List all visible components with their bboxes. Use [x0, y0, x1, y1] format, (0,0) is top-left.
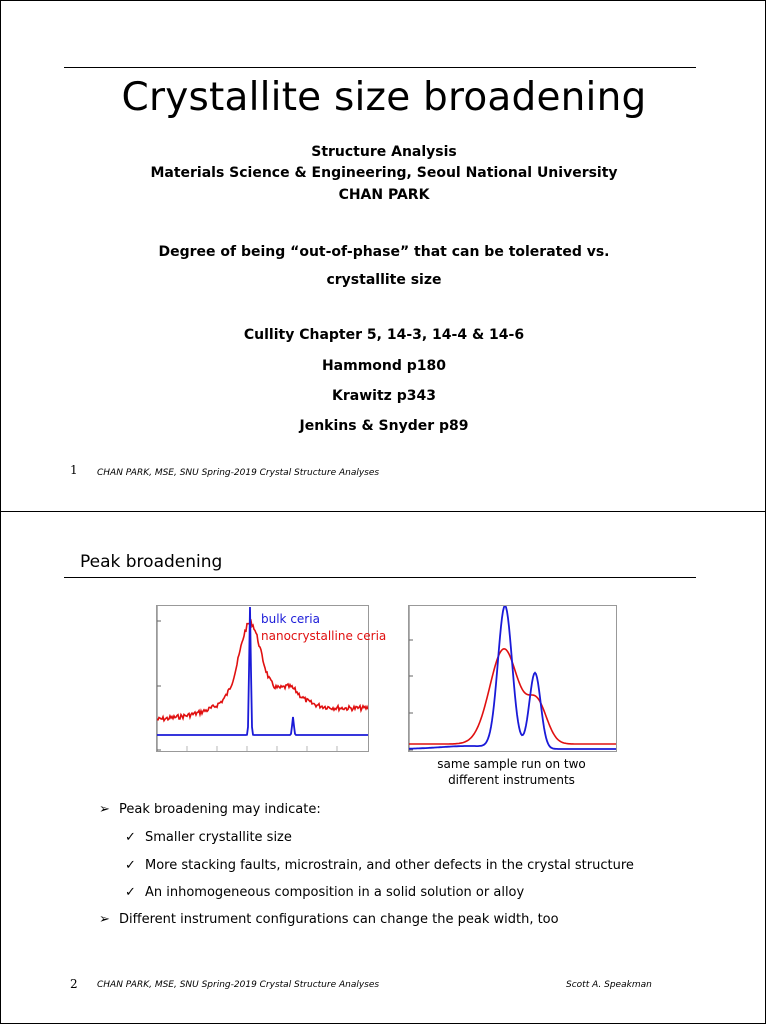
- slide-footer: CHAN PARK, MSE, SNU Spring-2019 Crystal Structure Analyses: [97, 980, 380, 990]
- checkmark-icon: ✓: [125, 830, 136, 845]
- reference-line: Krawitz p343: [332, 388, 436, 404]
- bullet-text: Different instrument configurations can change the peak width, too: [119, 912, 559, 927]
- author-name: CHAN PARK: [338, 187, 430, 203]
- reference-line: Jenkins & Snyder p89: [299, 418, 469, 434]
- title-rule: [64, 67, 696, 68]
- department-name: Materials Science & Engineering, Seoul National University: [150, 165, 618, 181]
- bullet-item: [125, 885, 524, 900]
- instrument-comparison-svg: [409, 606, 616, 751]
- ceria-xrd-svg: [157, 606, 368, 751]
- slide-footer: CHAN PARK, MSE, SNU Spring-2019 Crystal Structure Analyses: [97, 468, 380, 478]
- bullet-item: [99, 912, 559, 927]
- title-rule: [64, 577, 696, 578]
- description-line-2: crystallite size: [326, 272, 442, 288]
- slide-2: [0, 511, 766, 1024]
- checkmark-icon: ✓: [125, 858, 136, 873]
- bullet-text: An inhomogeneous composition in a solid solution or alloy: [145, 885, 525, 900]
- slide-title: Peak broadening: [80, 552, 223, 572]
- checkmark-icon: ✓: [125, 885, 136, 900]
- credit-text: Scott A. Speakman: [566, 980, 652, 990]
- page-number: 1: [70, 463, 78, 477]
- reference-line: Cullity Chapter 5, 14-3, 14-4 & 14-6: [243, 327, 525, 343]
- bullet-text: Peak broadening may indicate:: [119, 802, 321, 817]
- course-name: Structure Analysis: [311, 144, 457, 160]
- ceria-xrd-plot: [156, 605, 387, 752]
- legend-nano: nanocrystalline ceria: [261, 629, 387, 643]
- bullet-item: [125, 858, 634, 873]
- bullet-item: [99, 802, 321, 817]
- bulk-ceria-curve: [157, 607, 368, 735]
- caption-line-1: same sample run on two: [437, 757, 586, 771]
- slide-title: Crystallite size broadening: [121, 75, 647, 120]
- slide-1: [0, 0, 766, 512]
- bullet-text: Smaller crystallite size: [145, 830, 292, 845]
- caption-line-2: different instruments: [448, 773, 575, 787]
- description-line-1: Degree of being “out-of-phase” that can be tolerated vs.: [158, 244, 610, 260]
- plot-caption: [408, 756, 615, 788]
- bullet-item: [125, 830, 292, 845]
- instrument-blue-curve: [409, 606, 616, 749]
- reference-line: Hammond p180: [321, 358, 447, 374]
- arrow-bullet-icon: ➢: [99, 912, 110, 927]
- arrow-bullet-icon: ➢: [99, 802, 110, 817]
- legend-bulk: bulk ceria: [261, 612, 320, 626]
- bullet-text: More stacking faults, microstrain, and other defects in the crystal structure: [145, 858, 634, 873]
- instrument-comparison-plot: [408, 605, 617, 752]
- page-number: 2: [70, 977, 78, 991]
